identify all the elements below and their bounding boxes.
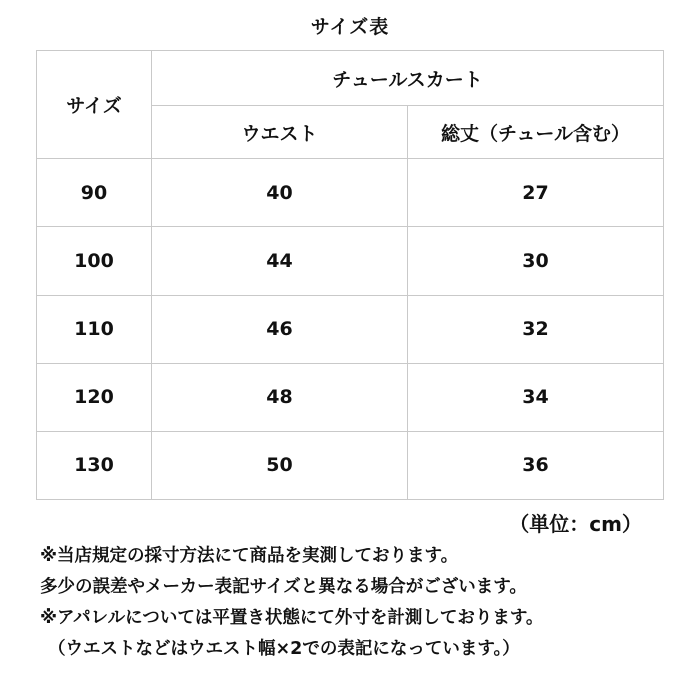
cell-length: 32 bbox=[408, 295, 664, 363]
cell-waist: 50 bbox=[152, 431, 408, 499]
cell-length: 27 bbox=[408, 159, 664, 227]
note-measurement: ※当店規定の採寸方法にて商品を実測しております。 bbox=[40, 546, 459, 566]
cell-size: 110 bbox=[37, 295, 152, 363]
note-error-margin: 多少の誤差やメーカー表記サイズと異なる場合がございます。 bbox=[40, 577, 527, 597]
table-row bbox=[37, 159, 664, 227]
unit-label: （単位：cm） bbox=[509, 512, 642, 536]
note-flat-measure: ※アパレルについては平置き状態にて外寸を計測しております。 bbox=[40, 608, 544, 628]
cell-size: 130 bbox=[37, 431, 152, 499]
cell-waist: 48 bbox=[152, 363, 408, 431]
cell-size: 120 bbox=[37, 363, 152, 431]
cell-size: 90 bbox=[37, 159, 152, 227]
header-length: 総丈（チュール含む） bbox=[408, 106, 664, 159]
table-row bbox=[37, 227, 664, 295]
header-skirt: チュールスカート bbox=[152, 51, 664, 106]
cell-length: 36 bbox=[408, 431, 664, 499]
table-row bbox=[37, 363, 664, 431]
cell-waist: 44 bbox=[152, 227, 408, 295]
table-row bbox=[37, 431, 664, 499]
cell-waist: 40 bbox=[152, 159, 408, 227]
cell-waist: 46 bbox=[152, 295, 408, 363]
cell-size: 100 bbox=[37, 227, 152, 295]
note-waist-width: （ウエストなどはウエスト幅×2での表記になっています。） bbox=[48, 639, 520, 659]
page-title: サイズ表 bbox=[310, 16, 390, 38]
notes bbox=[40, 541, 680, 665]
header-waist: ウエスト bbox=[152, 106, 408, 159]
table-row bbox=[37, 295, 664, 363]
header-row-group bbox=[37, 51, 664, 106]
header-size: サイズ bbox=[37, 51, 152, 159]
size-table bbox=[36, 50, 664, 500]
cell-length: 34 bbox=[408, 363, 664, 431]
cell-length: 30 bbox=[408, 227, 664, 295]
